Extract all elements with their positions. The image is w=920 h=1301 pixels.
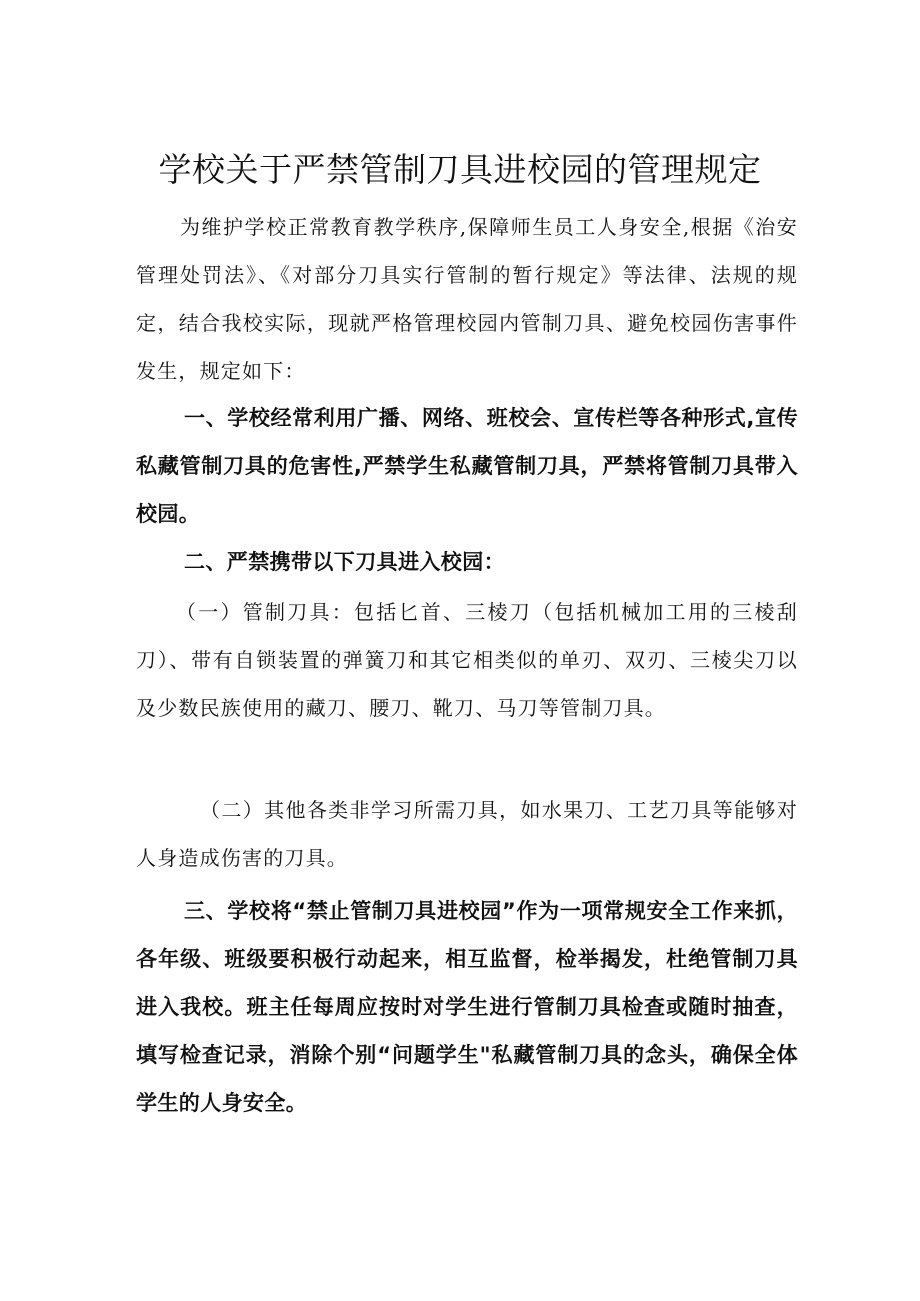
item-two-other-knives: （二）其他各类非学习所需刀具，如水果刀、工艺刀具等能够对人身造成伤害的刀具。 [136,798,798,870]
document-title: 学校关于严禁管制刀具进校园的管理规定 [158,150,762,190]
article-three-paragraph: 三、学校将“禁止管制刀具进校园”作为一项常规安全工作来抓，各年级、班级要积极行动起来，相互监督，检举揭发，杜绝管制刀具进入我校。班主任每周应按时对学生进行管制刀具检查或随时抽查，填写检查记录，消除个别“问题学生"私藏管制刀具的念头，确保全体学生的人身安全。 [136,899,798,1115]
article-two-heading: 二、严禁携带以下刀具进入校园： [184,550,505,574]
preamble-paragraph: 为维护学校正常教育教学秩序,保障师生员工人身安全,根据《治安管理处罚法》、《对部分刀具实行管制的暂行规定》等法律、法规的规定，结合我校实际，现就严格管理校园内管制刀具、避免校园伤害事件发生，规定如下： [136,215,798,383]
item-one-controlled-knives: （一）管制刀具：包括匕首、三棱刀（包括机械加工用的三棱刮刀）、带有自锁装置的弹簧刀和其它相类似的单刃、双刃、三棱尖刀以及少数民族使用的藏刀、腰刀、靴刀、马刀等管制刀具。 [136,600,798,720]
article-one-paragraph: 一、学校经常利用广播、网络、班校会、宣传栏等各种形式,宣传私藏管制刀具的危害性,严禁学生私藏管制刀具，严禁将管制刀具带入校园。 [136,406,798,526]
